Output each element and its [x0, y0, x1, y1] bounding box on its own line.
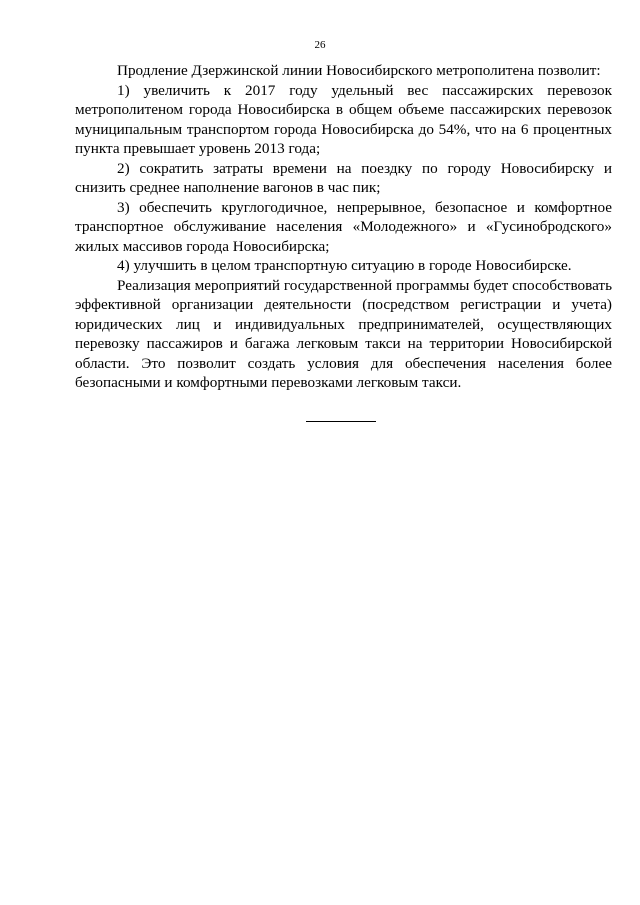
paragraph-intro: Продление Дзержинской линии Новосибирского метрополитена позволит: [117, 62, 601, 79]
list-item-2: 2) сократить затраты времени на поездку по городу Новосибирску и снизить среднее наполнение вагонов в час пик; [75, 159, 612, 196]
list-item-1: 1) увеличить к 2017 году удельный вес пассажирских перевозок метрополитеном города Новосибирска в общем объеме пассажирских перевозок муниципальным транспортом города Новосибирска до 54%, что на 6 процентных пункта превышает уровень 2013 года; [75, 81, 612, 157]
paragraph-conclusion: Реализация мероприятий государственной программы будет способствовать эффективной организации деятельности (посредством регистрации и учета) юридических лиц и индивидуальных предпринимателей, осуществляющих перевозку пассажиров и багажа легковым такси на территории Новосибирской области. Это позволит создать условия для обеспечения населения более безопасными и комфортными перевозками легковым такси. [75, 276, 612, 391]
list-item-4: 4) улучшить в целом транспортную ситуацию в городе Новосибирске. [117, 257, 572, 274]
list-item-3: 3) обеспечить круглогодичное, непрерывное, безопасное и комфортное транспортное обслуживание населения «Молодежного» и «Гусинобродского» жилых массивов города Новосибирска; [75, 198, 612, 255]
document-body [75, 61, 612, 393]
page-number: 26 [314, 39, 326, 51]
closing-divider [306, 421, 376, 422]
